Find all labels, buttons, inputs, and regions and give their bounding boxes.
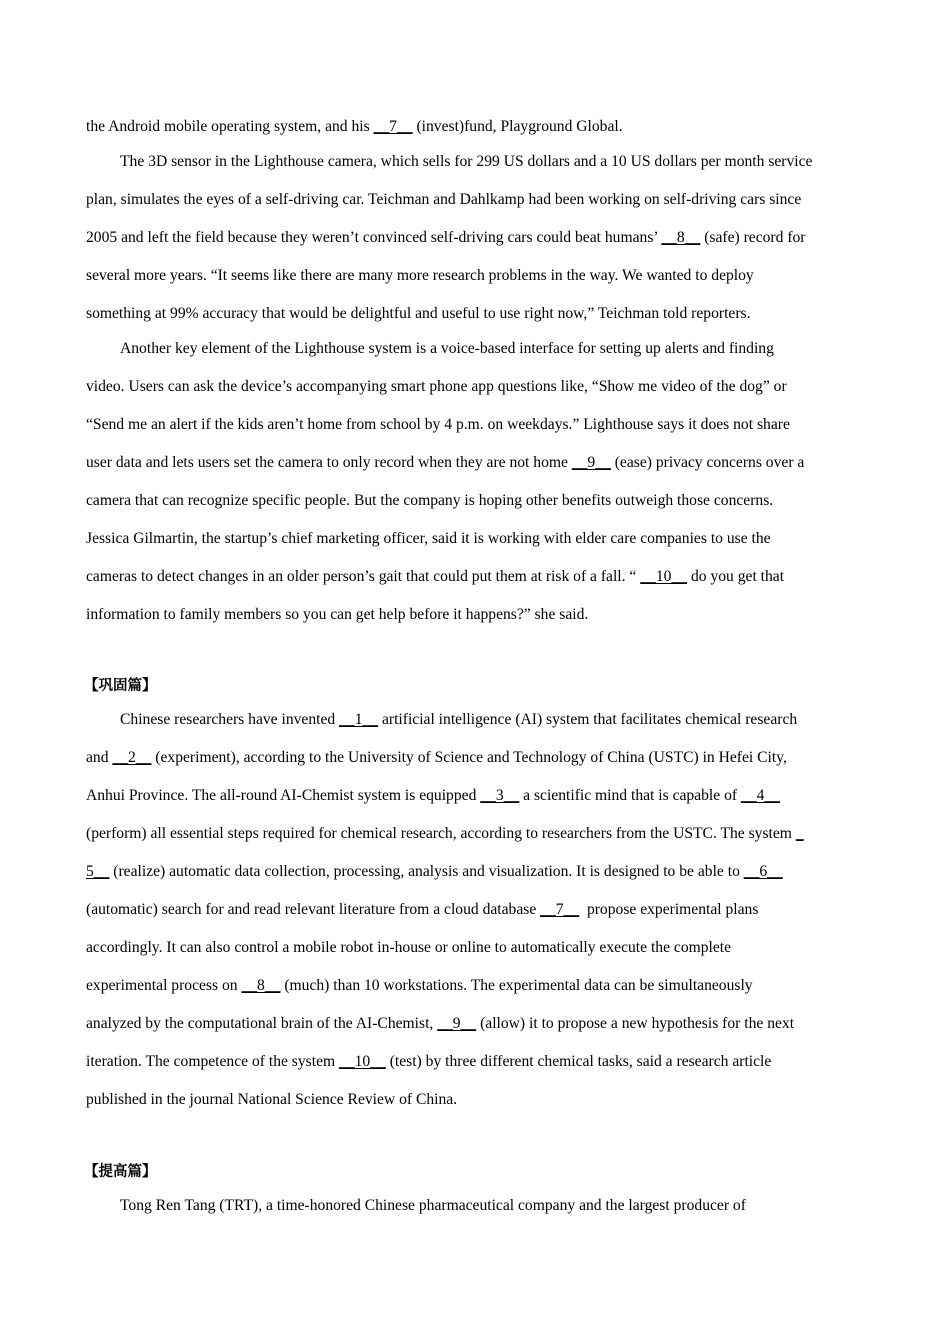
text-segment: (safe) record for	[700, 229, 806, 246]
text-segment: cameras to detect changes in an older person’s gait that could put them at risk of a fall. “	[86, 568, 641, 585]
text-segment: iteration. The competence of the system	[86, 1053, 340, 1070]
passage1-p3-line-8: information to family members so you can get help before it happens?” she said.	[86, 606, 589, 623]
passage1-p2-line-2: plan, simulates the eyes of a self-driving car. Teichman and Dahlkamp had been working on self-driving cars since	[86, 191, 802, 208]
section2-line-10	[86, 1052, 771, 1072]
text-segment: propose experimental plans	[579, 901, 759, 918]
section2-line-5	[86, 862, 783, 882]
section2-line-9	[86, 1014, 794, 1034]
passage1-p2-line-4: several more years. “It seems like there are many more research problems in the way. We wanted to deploy	[86, 267, 754, 284]
text-segment: artificial intelligence (AI) system that facilitates chemical research	[378, 711, 798, 728]
section2-line-6	[86, 900, 758, 920]
text-segment: Anhui Province. The all-round AI-Chemist system is equipped	[86, 787, 481, 804]
section2-line-2	[86, 748, 787, 768]
section2-line-11: published in the journal National Science Review of China.	[86, 1091, 458, 1108]
section-heading-advanced: 【提高篇】	[84, 1164, 157, 1180]
passage1-line-1	[86, 117, 623, 137]
text-segment: a scientific mind that is capable of	[519, 787, 741, 804]
answer-blank-6: __6__	[743, 863, 783, 880]
text-segment: (test) by three different chemical tasks, said a research article	[385, 1053, 772, 1070]
text-segment: Chinese researchers have invented	[120, 711, 340, 728]
text-segment: user data and lets users set the camera to only record when they are not home	[86, 454, 572, 471]
text-segment: (allow) it to propose a new hypothesis for the next	[476, 1015, 795, 1032]
passage1-p3-line-7	[86, 567, 784, 587]
answer-blank-5: 5__	[86, 863, 110, 880]
section2-line-1	[120, 710, 797, 730]
answer-blank-3: __3__	[480, 787, 520, 804]
section2-line-8	[86, 976, 753, 996]
section2-line-4	[86, 824, 804, 844]
answer-blank-7: __7__	[373, 118, 413, 135]
passage1-p3-line-3: “Send me an alert if the kids aren’t home from school by 4 p.m. on weekdays.” Lighthouse says it does not share	[86, 416, 790, 433]
answer-blank-7: __7__	[540, 901, 580, 918]
text-segment: (realize) automatic data collection, processing, analysis and visualization. It is designed to be able to	[109, 863, 744, 880]
section2-line-3	[86, 786, 780, 806]
answer-blank-5-start: _	[795, 825, 804, 842]
answer-blank-2: __2__	[112, 749, 152, 766]
section2-line-7: accordingly. It can also control a mobile robot in-house or online to automatically execute the complete	[86, 939, 732, 956]
text-segment: (automatic) search for and read relevant literature from a cloud database	[86, 901, 541, 918]
section3-line-1: Tong Ren Tang (TRT), a time-honored Chinese pharmaceutical company and the largest producer of	[120, 1197, 746, 1214]
text-segment: and	[86, 749, 113, 766]
answer-blank-9: __9__	[571, 454, 611, 471]
text-segment: (experiment), according to the University of Science and Technology of China (USTC) in Hefei City,	[151, 749, 787, 766]
section-heading-consolidation: 【巩固篇】	[84, 678, 157, 694]
passage1-p3-line-6: Jessica Gilmartin, the startup’s chief marketing officer, said it is working with elder care companies to use the	[86, 530, 771, 547]
text-segment: do you get that	[687, 568, 785, 585]
text-segment: the Android mobile operating system, and his	[86, 118, 374, 135]
answer-blank-8: __8__	[661, 229, 701, 246]
answer-blank-1: __1__	[339, 711, 379, 728]
passage1-p2-line-3	[86, 228, 806, 248]
passage1-p3-line-1: Another key element of the Lighthouse system is a voice-based interface for setting up alerts and finding	[120, 340, 774, 357]
answer-blank-8: __8__	[241, 977, 281, 994]
text-segment: (ease) privacy concerns over a	[610, 454, 805, 471]
answer-blank-4: __4__	[740, 787, 780, 804]
passage1-p3-line-2: video. Users can ask the device’s accompanying smart phone app questions like, “Show me video of the dog” or	[86, 378, 787, 395]
passage1-p3-line-5: camera that can recognize specific people. But the company is hoping other benefits outweigh those concerns.	[86, 492, 774, 509]
answer-blank-10: __10__	[339, 1053, 386, 1070]
passage1-p3-line-4	[86, 453, 804, 473]
passage1-p2-line-1: The 3D sensor in the Lighthouse camera, which sells for 299 US dollars and a 10 US dollars per month service	[120, 153, 813, 170]
answer-blank-9: __9__	[437, 1015, 477, 1032]
text-segment: (invest)fund, Playground Global.	[412, 118, 623, 135]
text-segment: experimental process on	[86, 977, 242, 994]
text-segment: analyzed by the computational brain of the AI-Chemist,	[86, 1015, 438, 1032]
text-segment: (much) than 10 workstations. The experimental data can be simultaneously	[280, 977, 753, 994]
text-segment: 2005 and left the field because they weren’t convinced self-driving cars could beat humans’	[86, 229, 662, 246]
passage1-p2-line-5: something at 99% accuracy that would be delightful and useful to use right now,” Teichman told reporters.	[86, 305, 751, 322]
text-segment: (perform) all essential steps required for chemical research, according to researchers from the USTC. The system	[86, 825, 796, 842]
answer-blank-10: __10__	[640, 568, 688, 585]
